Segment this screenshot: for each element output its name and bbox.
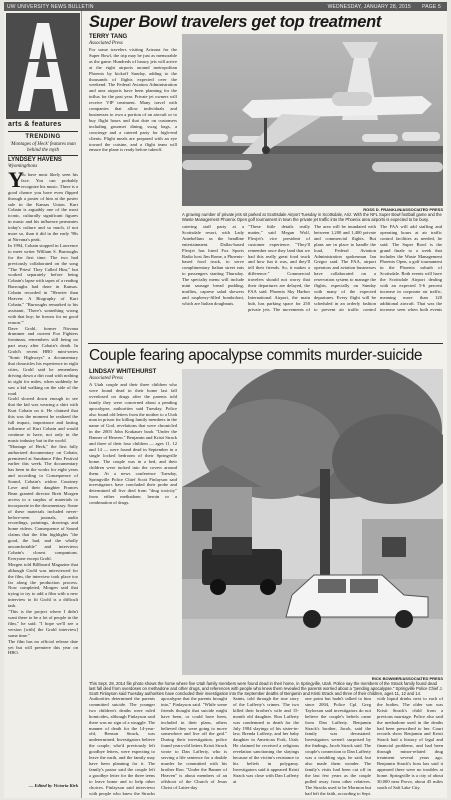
story1-photo-caption: A growing number of private jets sit parked at Scottsdale Airport Tuesday in Scottsdale, Ariz. With the NFL Super Bowl football game and the Waste Management Phoenix Open golf tournament in town the private jet traffic into the Phoenix area airports is expected to be busy.	[182, 212, 442, 222]
column-body	[8, 167, 78, 772]
column-paragraph: Dave Grohl, former Nirvana drummer and current Foo Fighters frontman, remembers still being no part away after Cobain's death. In Grohl's recent HBO mini-series "Sonic Highways" a documentary that chronicles his experience in eight cities, Grohl said he remembers driving down a dirt road with nothing in sight for miles, when suddenly he saw a kid walking on the side of the road.	[8, 325, 78, 396]
story2-photo-caption: This Sept. 28, 2014 file photo shows the home where five Utah family members were found dead in their home, in Springville, Utah. Police say the members of the Strack family found dead last fall died from overdoses on methadone and other drugs, and references with people who knew them revealed the parents worried about a "pending apocalypse." Springville Police Chief J. Scott Finlayson said Tuesday authorities have concluded their investigation into the September deaths of Benjamin and Kristi Strack and three of their children, ages 11, 12 and 14.	[89, 681, 443, 696]
column-paragraph: "This is the project where I didn't want there to be a lot of people in the film," he said. "I hope we'll see a version [with] the Grohl interview] some time."	[8, 609, 78, 638]
story1-photo-credit: ROSS D. FRANKLIN/ASSOCIATED PRESS	[363, 207, 443, 212]
column-paragraph: "Montage of Heck," the first fully authorized documentary on Cobain, premiered at Sundance Film Festival earlier this week. The documentary has been in the works for eight years and according to Consequence of Sound, Cobain's widow Courtney Love and their daughter Frances Bean granted director Brett Morgen access to a surplus of materials to incorporate in the documentary. Some of these materials included never-before-seen journals, audio recordings, paintings, drawings and home videos. Consequence of Sound claims that the film highlights "the good, the bad, and the wholly uncomfortable" and interviews Cobain's closest companions. Everyone except Grohl.	[8, 443, 78, 561]
story1-photo-private-jets	[182, 34, 443, 206]
column-affiliation: Wyomingthons	[8, 164, 38, 169]
section-letter-graphic	[12, 19, 74, 113]
page-number: PAGE 5	[422, 4, 441, 10]
story2-body-column: Saints, told through the true story of the Lafferty's crimes. The two killed their brother's wife and 15-month old daughter. Ron Lafferty was condemned to death for the July 1984 slayings of his sister-in-law, Brenda Lafferty, and her baby daughter in American Fork, Utah. He claimed he received a religious revelation sanctioning the slayings because of the victim's resistance to his beliefs in polygamy. Investigators said it appeared Kristi Strack was close with Dan Lafferty at	[233, 696, 299, 784]
story2-body-column: apocalypse that the parents brought into," Finlayson said. "While some friends thought that suicide might have been, or could have been, included in their plans, others believed they were going to move somewhere and live off the grid." During their investigation, police found years-old letters Kristi Strack wrote to Dan Lafferty, who is serving a life sentence for a double murder he committed with his brother Ron. "Under the Banner of Heaven" is about members of an offshoot of the Church of Jesus Christ of Latter-day	[161, 696, 227, 790]
story2-headline: Couple fearing apocalypse commits murder-suicide	[89, 347, 423, 364]
story1-affiliation: Associated Press	[89, 41, 123, 46]
story1-body-column: catering staff party at a Scottsdale resort, with Lady Antebellum as the headline entertainment. Dallas-based Flexjet has hired Fox Sports Radio host Jim Rome, a Phoenix-based food truck, to serve complimentary Italian street eats to passengers starting Thursday. The specialty menu will include mini sausage bread pudding, muffins, caprese salad skewers and raspberry-filled bomboloni, which are Italian doughnuts.	[182, 224, 244, 306]
jet-photo-image	[182, 34, 443, 206]
story2-affiliation: Associated Press	[89, 376, 123, 381]
story2-body-column: Authorities determined the parents committed suicide. The younger two children's deaths were ruled homicides, although Finlayson said there was no sign of a struggle. The manner of death for the 14-year-old, Benson Strack, was undetermined. Investigators believe the couple, who'd previously left goodbye letters, were expecting to leave the earth, and the family may have been planning for it. The family's pastor said the couple left a goodbye letter for the three teens to leave home and to help other choices. Finlayson said interviews with people who knew the Stracks	[89, 696, 155, 796]
divider	[8, 155, 78, 156]
column-byline: LYNDSEY HAVENS	[8, 157, 62, 163]
trending-heading: TRENDING	[25, 134, 61, 140]
section-logo	[6, 13, 80, 119]
issue-date: WEDNESDAY, JANUARY 28, 2015	[327, 4, 411, 10]
story2-body-columns	[89, 696, 443, 796]
story1-headline: Super Bowl travelers get top treatment	[89, 13, 382, 31]
column-editor-credit: — Edited by Victoria Kirk	[28, 783, 78, 788]
column-paragraph: In 1994, Cobain stopped in Lawrence to meet writer William S. Burroughs for the first time. The two had previously collaborated on the song "The 'Priest' They Called Him," but worked separately before being Cobain's lapse with tapes of a reading Burroughs had done in Kansas. Cobain recorded in "Heavier than Heaven: A Biography of Kurt Cobain," "Burroughs remarked to his assistant, 'There's something wrong with that boy; he frowns for no good reason.'"	[8, 242, 78, 325]
story-divider	[88, 343, 443, 344]
story1-body-column: For some travelers visiting Arizona for the Super Bowl, the trip may be just as memorable as the game. Hundreds of luxury jets will arrive at the eight airports around metropolitan Phoenix by kickoff Sunday, adding to the thousands of flights expected over the weekend. The Federal Aviation Administration and area airports have been planning for the influx for the past year. Private jet owners will receive VIP treatment. Many travel with companies that allow individuals and businesses to own a portion of an aircraft or to buy flight hours and that dote on customers including gourmet dining, swag bags, a concierge and a catered party for high-end clients. Flight meals are prepared with an eye toward the cuisine, and a flight team will ensure the plane is ready before takeoff.	[89, 47, 177, 153]
story1-body-column: The FAA will add staffing and operating hours at air traffic control facilities as needed, he said. The Super Bowl is the grand finale to a week that includes the Waste Management Phoenix Open, a golf tournament in the Phoenix suburb of Scottsdale. Both events will have the Scottsdale Airport dealing with an expected 5-6 percent increase in corporate air traffic, meaning more than 120 additional aircraft. That was the increase seen when both events	[380, 224, 442, 312]
section-label: arts & features	[8, 121, 62, 128]
trending-teaser: 'Montages of Heck' features man behind the myth	[10, 142, 76, 153]
story1-body-columns	[182, 224, 443, 312]
column-paragraph: ou have most likely seen his face. You can probably recognize his music. There is a good chance you have even flipped through a poster of him at the poster sale in the Kansas Union. Kurt Cobain is arguably one of the most iconic, culturally significant figures in music and his influence permeates today's culture and so much, if not more so, than it did in the early '90s at Nirvana's peak.	[8, 172, 78, 242]
story2-body-column: with liquid drinks next to each of the bodies. The older son was Kristi Strack's child from a previous marriage. Police also said the methadone used in the deaths had been prescribed to her. Court records show Benjamin and Kristi Strack had a history of legal and financial problems, and had been through minor-related drug treatment several years ago. Benjamin Strack's boss has said it appeared there were no troubles at home. Springville is a city of about 30,000 near Provo, about 45 miles south of Salt Lake City.	[377, 696, 443, 790]
left-sidebar	[4, 11, 82, 798]
newspaper-page	[4, 2, 447, 798]
publication-name: UW UNIVERSITY NEWS BULLETIN	[7, 4, 94, 10]
drop-cap: Y	[8, 167, 24, 192]
story2-byline: LINDSAY WHITEHURST	[89, 369, 157, 375]
story1-byline: TERRY TANG	[89, 34, 128, 40]
story2-photo-credit: RICK BOWMER/ASSOCIATED PRESS	[371, 676, 443, 681]
divider	[8, 131, 78, 132]
column-paragraph: Morgen told Billboard Magazine that although Grohl was interviewed for the film, the interview took place too far along the production process. Now completed, Morgen said that trying to try to add a film with a new interview to fit Grohl is a difficult task.	[8, 561, 78, 609]
story1-body-column: The area will be inundated with between 1,200 and 1,400 private and commercial flights. But plans are in place to handle the load, Federal Aviation Administration spokesman Ian Gregor said. The FAA, airport operators and aviation businesses have collaborated on a reservation system to manage the flights, especially on Sunday with many of the expected departures. Every flight will be scheduled in an orderly fashion to prevent air traffic control	[314, 224, 376, 312]
page-header-bar	[4, 2, 447, 11]
story2-body-column: A Utah couple and their three children who were found dead in their home last fall overdosed on drugs after the parents told family they were concerned about a pending apocalypse, authorities said Tuesday. Police also found old letters from the mother to a Utah man in prison for killing family members in the name of God, revelations that were chronicled in the 2003 John Krakauer book "Under the Banner of Heaven." Benjamin and Kristi Strack and three of their four children — ages 11, 12 and 14 — were found dead in September in a single locked bedroom of their Springville home. The couple was in a bed, and their children were tucked into the covers around them. At a news conference Tuesday, Springville Police Chief Scott Finlayson said investigators have concluded their probe and determined all five died from "drug toxicity" from either methadone, heroin or a combination of drugs.	[89, 382, 177, 506]
column-paragraph: Grohl slowed down enough to see that the kid was wearing a shirt with Kurt Cobain on it. He claimed that this was the moment he realized the full impact, importance and lasting influence of Kurt Cobain and would continue to have, not only in the music industry but in the world.	[8, 396, 78, 443]
story1-body-column: "These little details really matter," said Megan Wolf, Flexjet's vice president of customer experience. "They'll remember once they land that we had this really great food truck and how fun it was, and they'll tell their friends. So, it makes a difference." Commercial travelers should not worry that their departures are delayed, the FAA said. Phoenix Sky Harbor International Airport, the main hub, has parking space for 250 private jets. The movements of	[248, 224, 310, 312]
story2-body-column: one point but hadn't talked to him since 2004, Police Cpl. Greg Taylorson said investigators do not believe the couple's beliefs came from Dan Lafferty. Benjamin Strack's brother, Jacob, said the family was devastated. Investigators weren't surprised by the findings, Jacob Strack said. The couple's connection to Dan Lafferty was a troubling sign, he said, but also made them wonder. The family's visits had been cut off in the last few years as the couple pulled away from other relatives. The Stracks used to be Mormon but had left the faith, according to Sept.	[305, 696, 371, 796]
column-paragraph: The film has no official release date yet but will premiere this year on HBO.	[8, 638, 78, 656]
house-photo-image	[182, 369, 443, 675]
story2-photo-house	[182, 369, 443, 675]
